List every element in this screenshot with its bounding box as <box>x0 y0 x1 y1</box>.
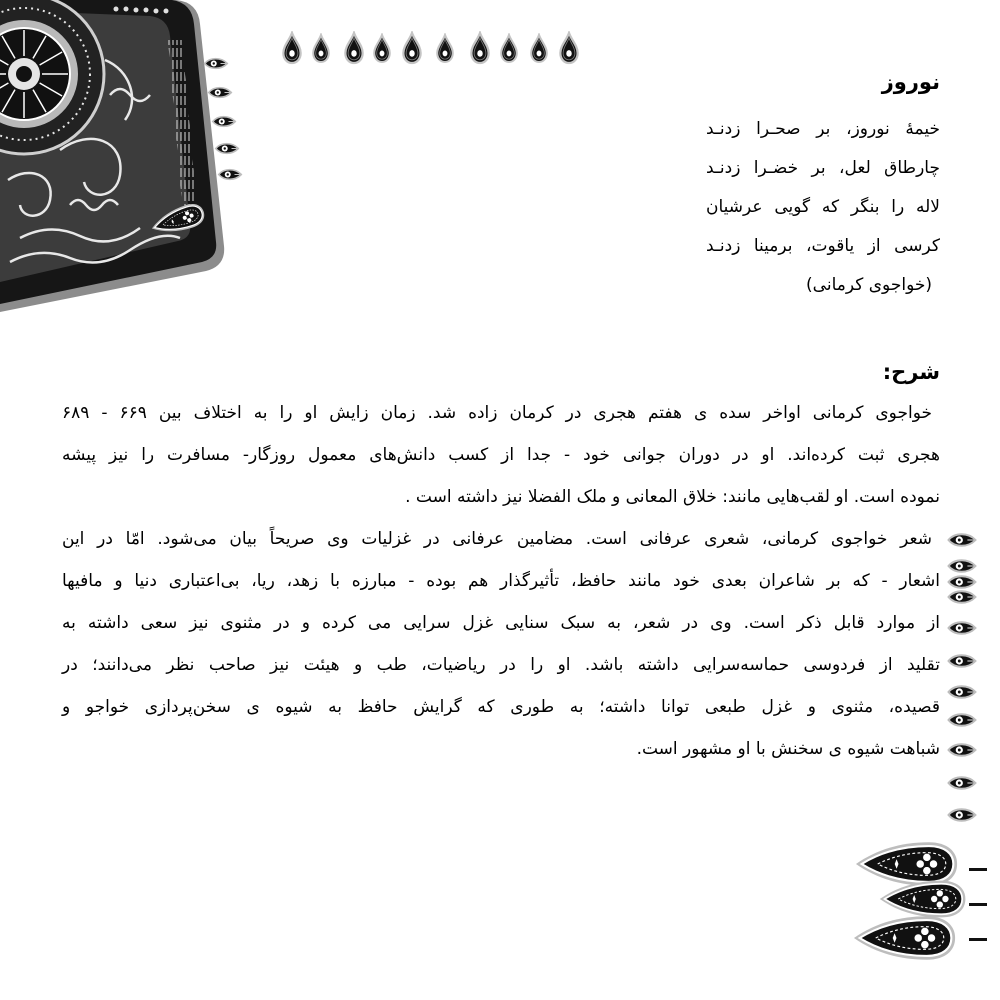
paragraph-line: هجری ثبت کرده‌اند. او در دوران جوانی خود - جدا از کسب دانش‌های معمول روزگار- مسافرت را نیز پیشه <box>62 445 940 465</box>
eye-ornament-icon <box>949 714 976 725</box>
paragraph-line: از موارد قابل ذکر است. وی در شعر، به سبک سنایی غزل سرایی می کرده و در مثنوی نیز سعی داشته به <box>62 613 940 633</box>
margin-ornament-column <box>942 528 986 828</box>
eye-ornament-icon <box>949 809 976 820</box>
eye-ornament-icon <box>949 777 976 788</box>
poem-attribution: (خواجوی کرمانی) <box>806 275 932 295</box>
commentary-text <box>62 392 940 770</box>
eye-ornament-icon <box>949 534 976 545</box>
eye-ornament-icon <box>219 170 242 180</box>
eye-ornament-icon <box>216 144 239 154</box>
paragraph-line: اشعار - که بر شاعران بعدی خود مانند حافظ، تأثیرگذار هم بوده - مبارزه با زهد، ریا، بی‌اعتباری دنیا و مافیها <box>62 571 940 591</box>
teardrop-ornament-icon <box>374 35 390 62</box>
paragraph-line: نموده است. او لقب‌هایی مانند: خلاق المعانی و ملک الفضلا نیز داشته است . <box>405 487 940 507</box>
paisley-ornament-icon <box>854 916 955 959</box>
eye-ornament-icon <box>949 622 976 633</box>
teardrop-ornament-icon <box>283 33 300 63</box>
paisley-ornament-icon <box>880 881 966 918</box>
poem-block <box>706 66 940 305</box>
paragraph <box>62 392 940 518</box>
teardrop-ornament-icon <box>501 35 517 62</box>
paisley-ornament-group <box>845 838 995 968</box>
eye-ornament-icon <box>949 655 976 666</box>
teardrop-ornament-icon <box>403 33 420 63</box>
poem-line: چارطاق لعل، بر خضـرا زدنـد <box>706 158 940 178</box>
teardrop-ornament-icon <box>471 33 488 63</box>
paragraph <box>62 518 940 770</box>
paragraph-line: خواجوی کرمانی اواخر سده ی هفتم هجری در کرمان زاده شد. زمان زایش او را به اختلاف بین ۶۶۹ - ۶۸۹ <box>62 403 932 423</box>
dash-mark <box>969 903 987 906</box>
teardrop-ornament-icon <box>345 33 362 63</box>
paisley-ornament-icon <box>856 842 957 885</box>
paragraph-line: تقلید از فردوسی حماسه‌سرایی داشته باشد. او را در ریاضیات، طب و هیئت نیز صاحب نظر می‌دانند؛ در <box>62 655 940 675</box>
eye-ornament-icon <box>949 744 976 755</box>
teardrop-ornament-icon <box>560 33 577 63</box>
paragraph-line: شباهت شیوه ی سخنش با او مشهور است. <box>636 739 940 759</box>
paragraph-line: قصیده، مثنوی و غزل طبعی توانا داشته؛ به طوری که گرایش حافظ به شیوه ی سخن‌پردازی خواجو و <box>62 697 940 717</box>
eye-ornament-icon <box>213 117 236 127</box>
poem-line: کرسی از یاقوت، برمینا زدنـد <box>706 236 940 256</box>
commentary-heading: شرح: <box>882 360 940 384</box>
teardrop-ornament-icon <box>313 35 329 62</box>
poem-line: لاله را بنگر که گویی عرشیان <box>706 197 940 217</box>
side-ornaments <box>202 50 246 190</box>
paragraph-line: شعر خواجوی کرمانی، شعری عرفانی است. مضامین عرفانی در غزلیات وی صریحاً بیان می‌شود. امّا در این <box>62 529 932 549</box>
eye-ornament-icon <box>949 686 976 697</box>
teardrop-ornament-icon <box>437 35 453 62</box>
teardrop-ornament-row <box>276 26 588 72</box>
eye-ornament-icon <box>209 88 232 98</box>
eye-ornament-icon <box>949 560 976 571</box>
dash-mark <box>969 868 987 871</box>
eye-ornament-icon <box>949 591 976 602</box>
eye-ornament-icon <box>949 576 976 587</box>
dash-mark <box>969 938 987 941</box>
teardrop-ornament-icon <box>531 35 547 62</box>
eye-ornament-icon <box>205 59 228 69</box>
poem-title: نوروز <box>881 70 940 94</box>
poem-line: خیمهٔ نوروز، بر صحـرا زدنـد <box>706 119 940 139</box>
